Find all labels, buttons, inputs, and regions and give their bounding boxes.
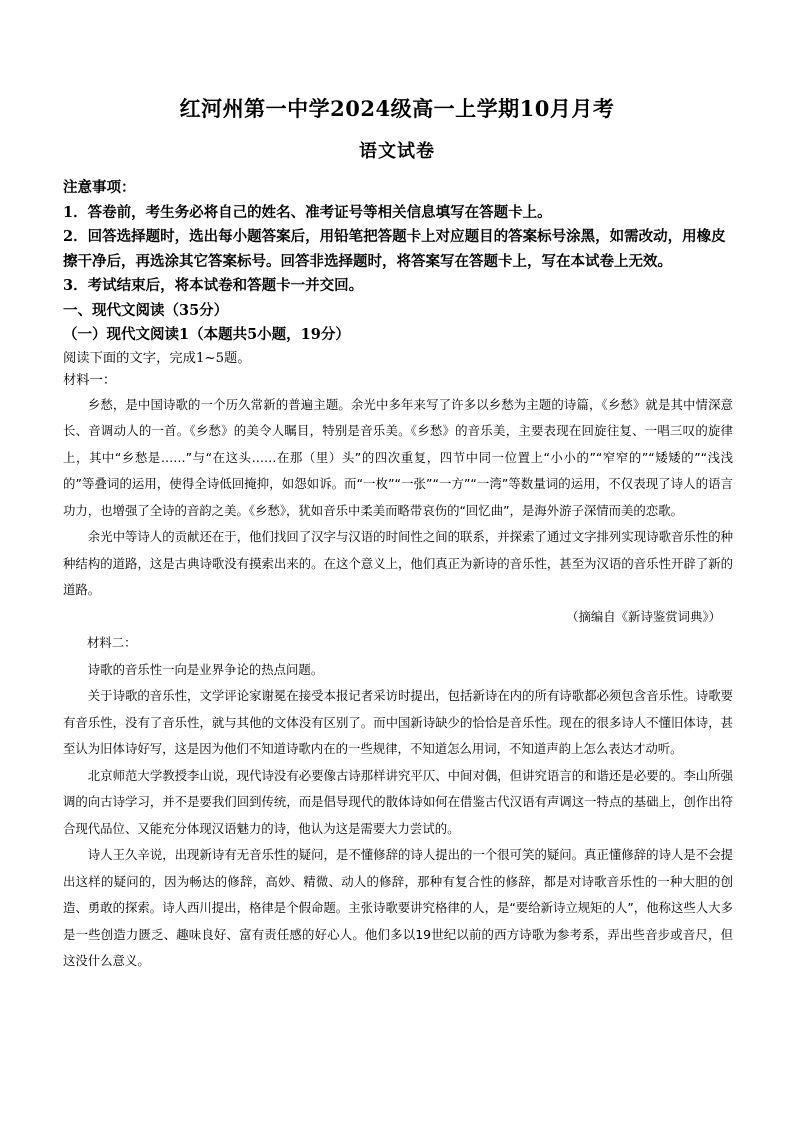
notice-item-1: 1．答卷前，考生务必将自己的姓名、准考证号等相关信息填写在答题卡上。 <box>63 203 552 221</box>
exam-body <box>63 176 733 975</box>
material1-paragraph: 乡愁，是中国诗歌的一个历久常新的普遍主题。余光中多年来写了许多以乡愁为主题的诗篇，《乡愁》就是其中情深意长、音调动人的一首。《乡愁》的美令人瞩目，特别是音乐美。《乡愁》的音乐美，主要表现在回旋往复、一唱三叹的旋律上，其中“乡愁是……”与“在这头……在那（里）头”的四次重复，四节中同一位置上“小小的”“窄窄的”“矮矮的”“浅浅的”等叠词的运用，使得全诗低回掩抑，如怨如诉。而“一枚”“一张”“一方”“一湾”等数量词的运用，不仅表现了诗人的语言功力，也增强了全诗的音韵之美。《乡愁》，犹如音乐中柔美而略带哀伤的“回忆曲”，是海外游子深情而美的恋歌。 <box>63 396 733 518</box>
material1-label: 材料一： <box>63 372 117 388</box>
material2-paragraph: 诗歌的音乐性一向是业界争论的热点问题。 <box>87 661 324 677</box>
material2-label: 材料二： <box>87 635 137 650</box>
notice-item-2: 2．回答选择题时，选出每小题答案后，用铅笔把答题卡上对应题目的答案标号涂黑，如需改动，用橡皮擦干净后，再选涂其它答案标号。回答非选择题时，将答案写在答题卡上，写在本试卷上无效。 <box>63 228 726 270</box>
material1-source: （摘编自《新诗鉴赏词典》） <box>566 608 721 624</box>
section-subtitle: （一）现代文阅读1（本题共5小题，19分） <box>63 326 350 343</box>
exam-subtitle: 语文试卷 <box>359 141 435 162</box>
notice-item-3: 3．考试结束后，将本试卷和答题卡一并交回。 <box>63 277 364 294</box>
material2-paragraph: 关于诗歌的音乐性，文学评论家谢冕在接受本报记者采访时提出，包括新诗在内的所有诗歌都必须包含音乐性。诗歌要有音乐性，没有了音乐性，就与其他的文体没有区别了。而中国新诗缺少的恰恰是音乐性。现在的很多诗人不懂旧体诗，甚至认为旧体诗好写，这是因为他们不知道诗歌内在的一些规律，不知道怎么用词，不知道声韵上怎么表达才动听。 <box>63 688 733 756</box>
exam-title: 红河州第一中学2024级高一上学期10月月考 <box>179 96 615 121</box>
section-title: 一、现代文阅读（35分） <box>63 301 229 319</box>
material1-paragraph: 余光中等诗人的贡献还在于，他们找回了汉字与汉语的时间性之间的联系，并探索了通过文字排列实现诗歌音乐性的种种结构的道路，这是古典诗歌没有摸索出来的。在这个意义上，他们真正为新诗的音乐性，甚至为汉语的音乐性开辟了新的道路。 <box>63 529 733 597</box>
material2-paragraph: 北京师范大学教授李山说，现代诗没有必要像古诗那样讲究平仄、中间对偶，但讲究语言的和谐还是必要的。李山所强调的向古诗学习，并不是要我们回到传统，而是倡导现代的散体诗如何在借鉴古代汉语有声调这一特点的基础上，创作出符合现代品位、又能充分体现汉语魅力的诗，他认为这是需要大力尝试的。 <box>63 767 733 836</box>
section-instruction: 阅读下面的文字，完成1~5题。 <box>63 350 251 366</box>
material2-paragraph: 诗人王久辛说，出现新诗有无音乐性的疑问，是不懂修辞的诗人提出的一个很可笑的疑问。真正懂修辞的诗人是不会提出这样的疑问的，因为畅达的修辞，高妙、精微、动人的修辞，那种有复合性的修辞，都是对诗歌音乐性的一种大胆的创造、勇敢的探索。诗人西川提出，格律是个假命题。主张诗歌要讲究格律的人，是“要给新诗立规矩的人”，他称这些人大多是一些创造力匮乏、趣味良好、富有责任感的好心人。他们多以19世纪以前的西方诗歌为参考系，弄出些音步或音尺，但这没什么意义。 <box>63 847 733 968</box>
notice-heading: 注意事项： <box>63 179 136 196</box>
